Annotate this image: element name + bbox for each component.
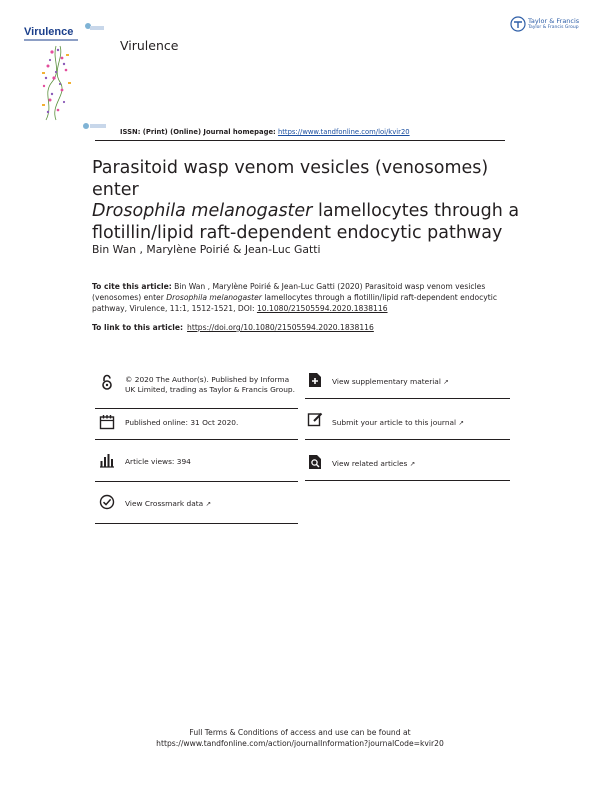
header-divider xyxy=(95,140,505,141)
citation-label: To cite this article: xyxy=(92,282,172,291)
citation-doi-link[interactable]: 10.1080/21505594.2020.1838116 xyxy=(256,304,388,314)
publisher-logo-icon xyxy=(510,16,526,32)
article-views: Article views: 394 xyxy=(125,457,191,466)
title-italic-species: Drosophila melanogaster xyxy=(92,201,313,221)
submit-label: Submit your article to this journal xyxy=(332,418,457,427)
article-doi-link[interactable]: https://doi.org/10.1080/21505594.2020.1838116 xyxy=(187,323,374,332)
supplementary-link[interactable] xyxy=(332,377,449,388)
bar-chart-icon xyxy=(99,452,115,468)
journal-homepage-link[interactable]: https://www.tandfonline.com/loi/kvir20 xyxy=(277,128,410,136)
supplementary-file-icon xyxy=(307,372,323,388)
info-right-column xyxy=(305,372,510,492)
footer-line-1: Full Terms & Conditions of access and use can be found at xyxy=(189,728,411,737)
citation xyxy=(92,281,512,315)
publisher-logo[interactable] xyxy=(510,14,582,40)
related-label: View related articles xyxy=(332,459,408,468)
article-link-row xyxy=(92,323,374,332)
citation-text-1: Bin Wan , Marylène Poirié & Jean-Luc Gatti (2020) Parasitoid wasp venom vesicles (venosomes) enter xyxy=(92,282,486,303)
authors: Bin Wan , Marylène Poirié & Jean-Luc Gatti xyxy=(92,243,321,256)
title-line-1: Parasitoid wasp venom vesicles (venosomes) enter xyxy=(92,158,489,200)
journal-name: Virulence xyxy=(120,38,179,53)
crossmark-icon xyxy=(99,494,115,510)
external-link-icon: ↗ xyxy=(205,500,212,508)
citation-text-2: lamellocytes through a flotillin/lipid raft-dependent endocytic pathway, Virulence, 11:1, 1512-1521, DOI: xyxy=(92,293,498,314)
related-articles-icon xyxy=(307,454,323,470)
title-line-2: lamellocytes through a xyxy=(312,201,520,221)
open-access-icon xyxy=(99,374,115,390)
article-title xyxy=(92,158,532,244)
divider xyxy=(305,439,510,440)
footer xyxy=(0,727,600,749)
publisher-logo-text: Taylor & Francis xyxy=(528,17,580,25)
open-access-text: © 2020 The Author(s). Published by Informa UK Limited, trading as Taylor & Francis Group. xyxy=(125,375,295,394)
title-line-3: flotillin/lipid raft-dependent endocytic pathway xyxy=(92,222,503,243)
link-label: To link to this article: xyxy=(92,323,184,332)
footer-terms-link[interactable]: https://www.tandfonline.com/action/journalInformation?journalCode=kvir20 xyxy=(156,739,444,748)
supplementary-label: View supplementary material xyxy=(332,377,441,386)
crossmark-label: View Crossmark data xyxy=(125,499,204,508)
divider xyxy=(305,398,510,399)
external-link-icon: ↗ xyxy=(443,378,449,386)
submit-article-link[interactable] xyxy=(332,418,464,429)
issn-line xyxy=(120,128,410,136)
info-left-column xyxy=(95,372,300,542)
divider xyxy=(95,408,298,409)
divider xyxy=(95,439,298,440)
journal-cover-image xyxy=(22,20,112,132)
cover-title: Virulence xyxy=(24,26,74,38)
divider xyxy=(95,523,298,524)
calendar-icon xyxy=(99,414,115,430)
edit-icon xyxy=(307,411,323,427)
related-articles-link[interactable] xyxy=(332,459,415,470)
external-link-icon: ↗ xyxy=(409,460,416,468)
issn-label: ISSN: (Print) (Online) Journal homepage: xyxy=(120,128,276,136)
external-link-icon: ↗ xyxy=(458,419,464,427)
divider xyxy=(305,480,510,481)
crossmark-link[interactable] xyxy=(125,499,211,510)
published-date: Published online: 31 Oct 2020. xyxy=(125,418,239,427)
publisher-logo-subtext: Taylor & Francis Group xyxy=(528,25,579,30)
divider xyxy=(95,481,298,482)
citation-italic: Drosophila melanogaster xyxy=(166,293,262,303)
